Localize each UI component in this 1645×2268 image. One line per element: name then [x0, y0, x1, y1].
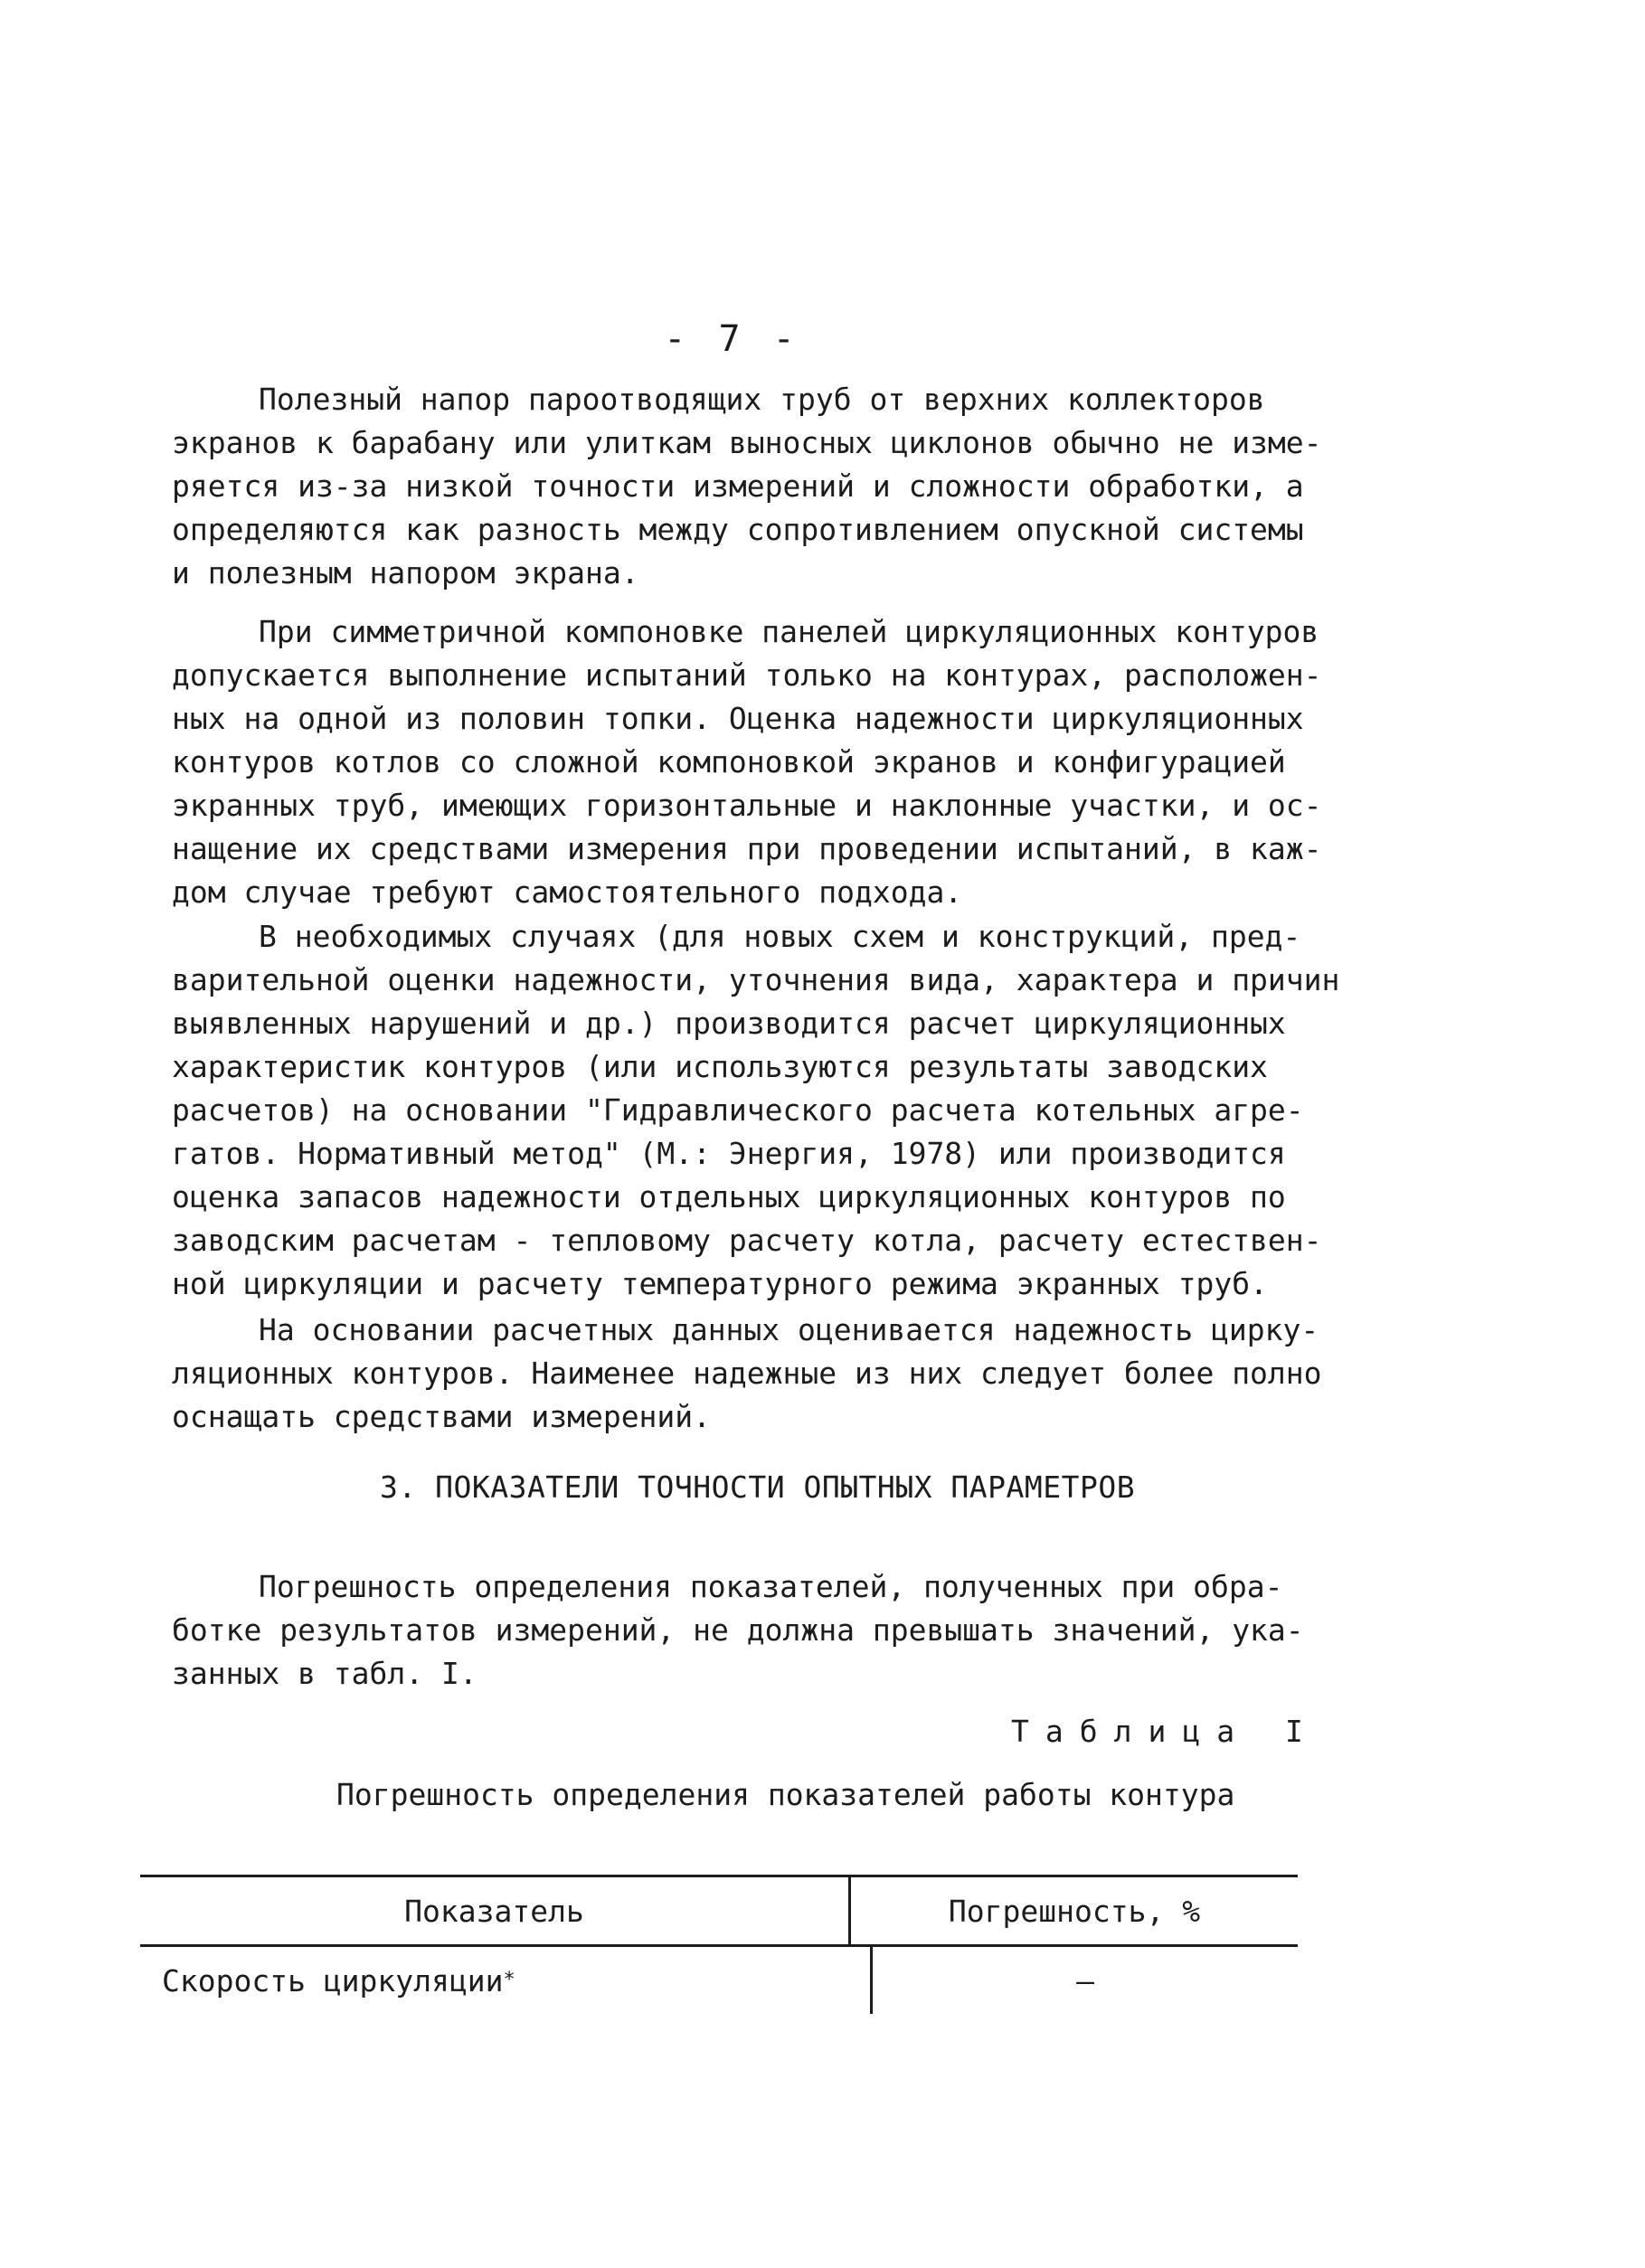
- paragraph-3: [172, 915, 1340, 1306]
- text-line: оснащать средствами измерений.: [172, 1399, 712, 1434]
- header-indicator: Показатель: [140, 1877, 851, 1944]
- text-line: допускается выполнение испытаний только на контурах, расположен-: [172, 657, 1322, 693]
- text-line: Полезный напор пароотводящих труб от верхних коллекторов: [259, 382, 1265, 417]
- cell-error: –: [1076, 1962, 1094, 1999]
- page-number: - 7 -: [664, 318, 800, 360]
- text-line: гатов. Нормативный метод" (М.: Энергия, 1978) или производится: [172, 1136, 1286, 1171]
- header-error: Погрешность, %: [948, 1893, 1201, 1929]
- paragraph-4: [172, 1309, 1322, 1439]
- text-line: расчетов) на основании "Гидравлического расчета котельных агре-: [172, 1092, 1304, 1128]
- text-line: На основании расчетных данных оценивается надежность цирку-: [259, 1312, 1319, 1347]
- indicator-name: Скорость циркуляции: [162, 1962, 504, 1999]
- table-row: [140, 1947, 1298, 2014]
- cell-indicator: Скорость циркуляции *: [140, 1947, 873, 2014]
- text-line: заводским расчетам - тепловому расчету котла, расчету естествен-: [172, 1223, 1322, 1258]
- text-line: ботке результатов измерений, не должна превышать значений, ука-: [172, 1612, 1304, 1648]
- paragraph-5: [172, 1565, 1311, 1696]
- table-header-row: [140, 1877, 1298, 1944]
- text-line: ных на одной из половин топки. Оценка надежности циркуляционных: [172, 701, 1304, 736]
- text-line: варительной оценки надежности, уточнения вида, характера и причин: [172, 962, 1340, 997]
- text-line: дом случае требуют самостоятельного подхода.: [172, 874, 963, 910]
- text-line: ряется из-за низкой точности измерений и сложности обработки, а: [172, 468, 1304, 504]
- text-line: занных в табл. I.: [172, 1656, 477, 1691]
- text-line: При симметричной компоновке панелей циркуляционных контуров: [259, 614, 1319, 649]
- text-line: выявленных нарушений и др.) производится расчет циркуляционных: [172, 1006, 1286, 1041]
- text-line: ной циркуляции и расчету температурного режима экранных труб.: [172, 1266, 1268, 1301]
- text-line: В необходимых случаях (для новых схем и конструкций, пред-: [259, 919, 1301, 954]
- text-line: и полезным напором экрана.: [172, 555, 639, 591]
- text-line: определяются как разность между сопротивлением опускной системы: [172, 512, 1304, 547]
- text-line: нащение их средствами измерения при проведении испытаний, в каж-: [172, 831, 1322, 866]
- paragraph-2: [172, 610, 1322, 914]
- table-number: Таблица I: [1011, 1714, 1319, 1749]
- text-line: контуров котлов со сложной компоновкой экранов и конфигурацией: [172, 744, 1286, 780]
- table-caption: Погрешность определения показателей работы контура: [336, 1777, 1235, 1812]
- text-line: ляционных контуров. Наименее надежные из них следует более полно: [172, 1356, 1322, 1391]
- paragraph-1: [172, 378, 1322, 595]
- indicator-table: [140, 1875, 1298, 2014]
- text-line: экранных труб, имеющих горизонтальные и наклонные участки, и ос-: [172, 788, 1322, 823]
- text-line: оценка запасов надежности отдельных циркуляционных контуров по: [172, 1179, 1286, 1214]
- text-line: характеристик контуров (или используются результаты заводских: [172, 1049, 1268, 1084]
- text-line: Погрешность определения показателей, полученных при обра-: [259, 1569, 1283, 1604]
- text-line: экранов к барабану или улиткам выносных циклонов обычно не изме-: [172, 425, 1322, 460]
- section-heading: 3. ПОКАЗАТЕЛИ ТОЧНОСТИ ОПЫТНЫХ ПАРАМЕТРОВ: [380, 1469, 1136, 1505]
